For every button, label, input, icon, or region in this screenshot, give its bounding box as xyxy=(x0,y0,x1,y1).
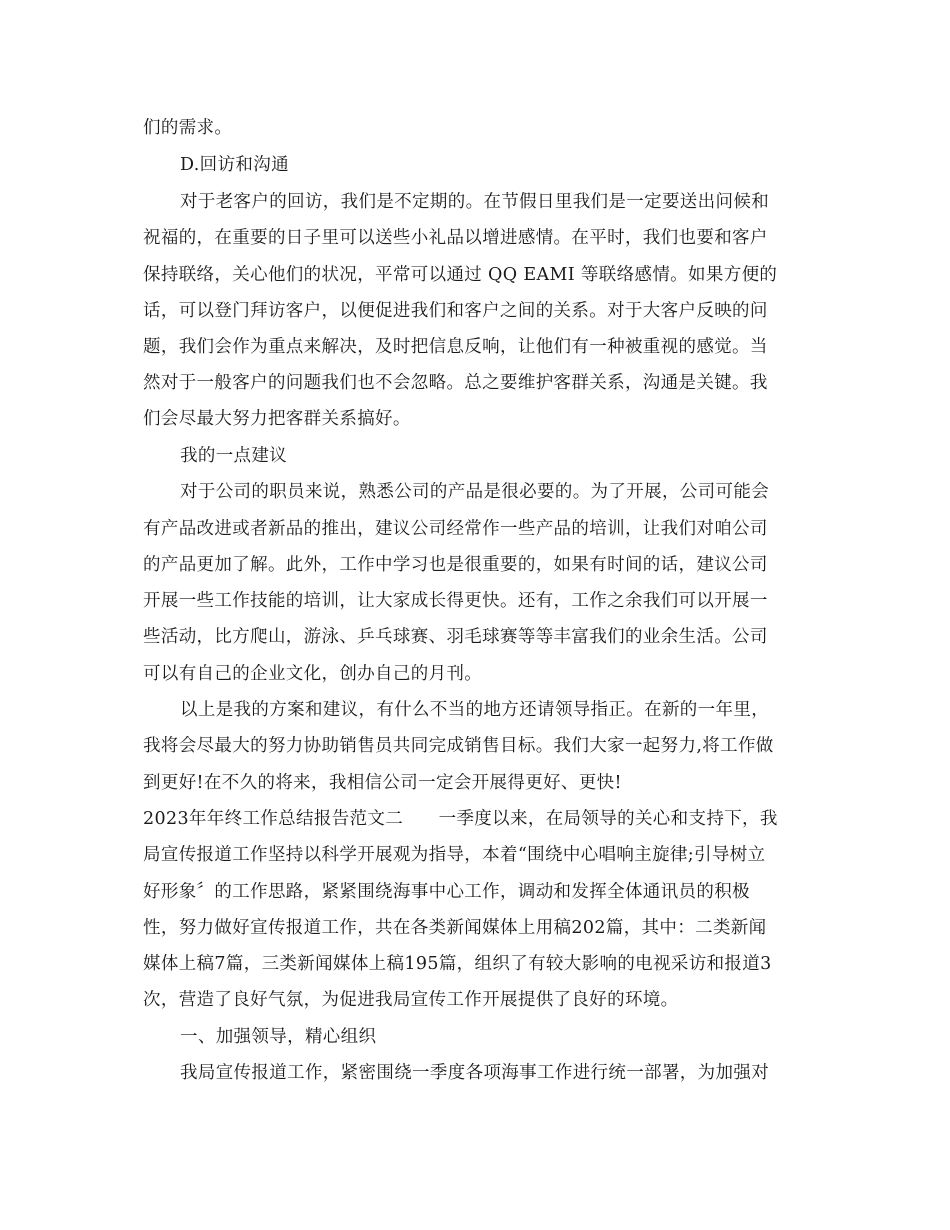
section-heading-revisit: D.回访和沟通 xyxy=(180,155,289,175)
text-line: 些活动，比方爬山，游泳、乒乓球赛、羽毛球赛等等丰富我们的业余生活。公司 xyxy=(143,627,768,647)
text-line: 我局宣传报道工作，紧密围绕一季度各项海事工作进行统一部署，为加强对 xyxy=(180,1063,770,1083)
text-line: 开展一些工作技能的培训，让大家成长得更快。还有，工作之余我们可以开展一 xyxy=(143,591,768,611)
section-heading-leadership: 一、加强领导，精心组织 xyxy=(180,1027,377,1047)
text-line: 局宣传报道工作坚持以科学开展观为指导，本着“围绕中心唱响主旋律;引导树立 xyxy=(143,845,766,865)
text-line: 以上是我的方案和建议，有什么不当的地方还请领导指正。在新的一年里， xyxy=(180,700,770,720)
section-heading-suggestion: 我的一点建议 xyxy=(180,446,288,466)
text-line: 保持联络，关心他们的状况，平常可以通过 QQ EAMI 等联络感情。如果方便的 xyxy=(143,265,778,285)
report-title-line: 2023年年终工作总结报告范文二 一季度以来，在局领导的关心和支持下，我 xyxy=(143,809,778,829)
text-line: 的产品更加了解。此外，工作中学习也是很重要的，如果有时间的话，建议公司 xyxy=(143,555,768,575)
text-line: 好形象〞的工作思路，紧紧围绕海事中心工作，调动和发挥全体通讯员的积极 xyxy=(143,882,750,902)
text-line: 对于公司的职员来说，熟悉公司的产品是很必要的。为了开展，公司可能会 xyxy=(180,482,770,502)
text-line: 我将会尽最大的努力协助销售员共同完成销售目标。我们大家一起努力,将工作做 xyxy=(143,736,774,756)
text-line: 次，营造了良好气氛，为促进我局宣传工作开展提供了良好的环境。 xyxy=(143,990,679,1010)
text-line: 到更好!在不久的将来，我相信公司一定会开展得更好、更快! xyxy=(143,773,622,793)
text-line: 对于老客户的回访，我们是不定期的。在节假日里我们是一定要送出问候和 xyxy=(180,192,770,212)
text-line: 媒体上稿7篇，三类新闻媒体上稿195篇，组织了有较大影响的电视采访和报道3 xyxy=(143,954,772,974)
text-line: 然对于一般客户的问题我们也不会忽略。总之要维护客群关系，沟通是关键。我 xyxy=(143,373,768,393)
text-line: 性，努力做好宣传报道工作，共在各类新闻媒体上用稿202篇，其中：二类新闻 xyxy=(143,918,767,938)
text-line: 可以有自己的企业文化，创办自己的月刊。 xyxy=(143,664,483,684)
text-line: 题，我们会作为重点来解决，及时把信息反响，让他们有一种被重视的感觉。当 xyxy=(143,337,768,357)
text-line: 话，可以登门拜访客户，以便促进我们和客户之间的关系。对于大客户反映的问 xyxy=(143,301,768,321)
text-line: 们会尽最大努力把客群关系搞好。 xyxy=(143,409,411,429)
text-line: 有产品改进或者新品的推出，建议公司经常作一些产品的培训，让我们对咱公司 xyxy=(143,519,768,539)
text-line: 祝福的，在重要的日子里可以送些小礼品以增进感情。在平时，我们也要和客户 xyxy=(143,228,768,248)
text-line: 们的需求。 xyxy=(143,118,233,138)
